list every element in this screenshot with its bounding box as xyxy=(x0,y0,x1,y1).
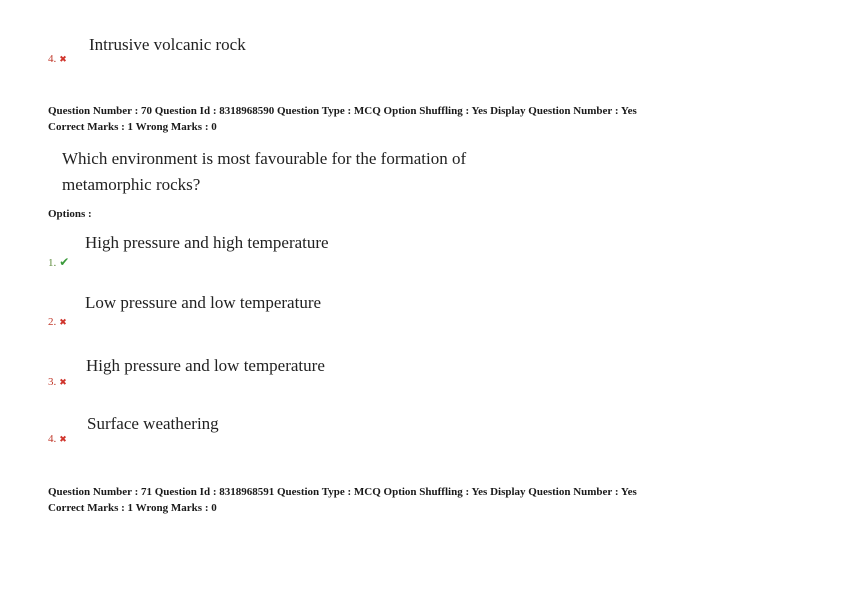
prev-option-4-label: 4. xyxy=(48,53,57,65)
option-3-text: High pressure and low temperature xyxy=(86,356,325,375)
cross-icon: ✖ xyxy=(59,434,67,444)
cross-icon: ✖ xyxy=(59,377,67,387)
option-2-label: 2. xyxy=(48,316,57,328)
prev-option-4-number xyxy=(48,53,67,65)
option-1-label: 1. xyxy=(48,257,57,269)
option-1-number xyxy=(48,255,69,270)
cross-icon: ✖ xyxy=(59,317,67,327)
option-4-text: Surface weathering xyxy=(87,414,219,433)
option-4-label: 4. xyxy=(48,433,57,445)
check-icon: ✔ xyxy=(59,255,70,269)
question-71-meta-line2: Correct Marks : 1 Wrong Marks : 0 xyxy=(48,502,217,514)
question-70-meta-line2: Correct Marks : 1 Wrong Marks : 0 xyxy=(48,121,217,133)
question-71-meta-line1: Question Number : 71 Question Id : 8318968591 Question Type : MCQ Option Shuffling : Yes Display Question Number : Yes xyxy=(48,486,637,498)
question-70-meta-line1: Question Number : 70 Question Id : 8318968590 Question Type : MCQ Option Shuffling : Yes Display Question Number : Yes xyxy=(48,105,637,117)
question-70-text: Which environment is most favourable for the formation of metamorphic rocks? xyxy=(62,149,467,194)
option-3-number xyxy=(48,376,67,388)
question-70-meta xyxy=(48,103,637,135)
option-1-text: High pressure and high temperature xyxy=(85,233,329,252)
option-4-number xyxy=(48,433,67,445)
option-2-number xyxy=(48,316,67,328)
option-3-label: 3. xyxy=(48,376,57,388)
option-2-text: Low pressure and low temperature xyxy=(85,293,322,312)
options-label: Options : xyxy=(48,208,92,220)
prev-option-4-text: Intrusive volcanic rock xyxy=(89,35,246,54)
question-71-meta xyxy=(48,484,637,516)
cross-icon: ✖ xyxy=(59,54,67,64)
